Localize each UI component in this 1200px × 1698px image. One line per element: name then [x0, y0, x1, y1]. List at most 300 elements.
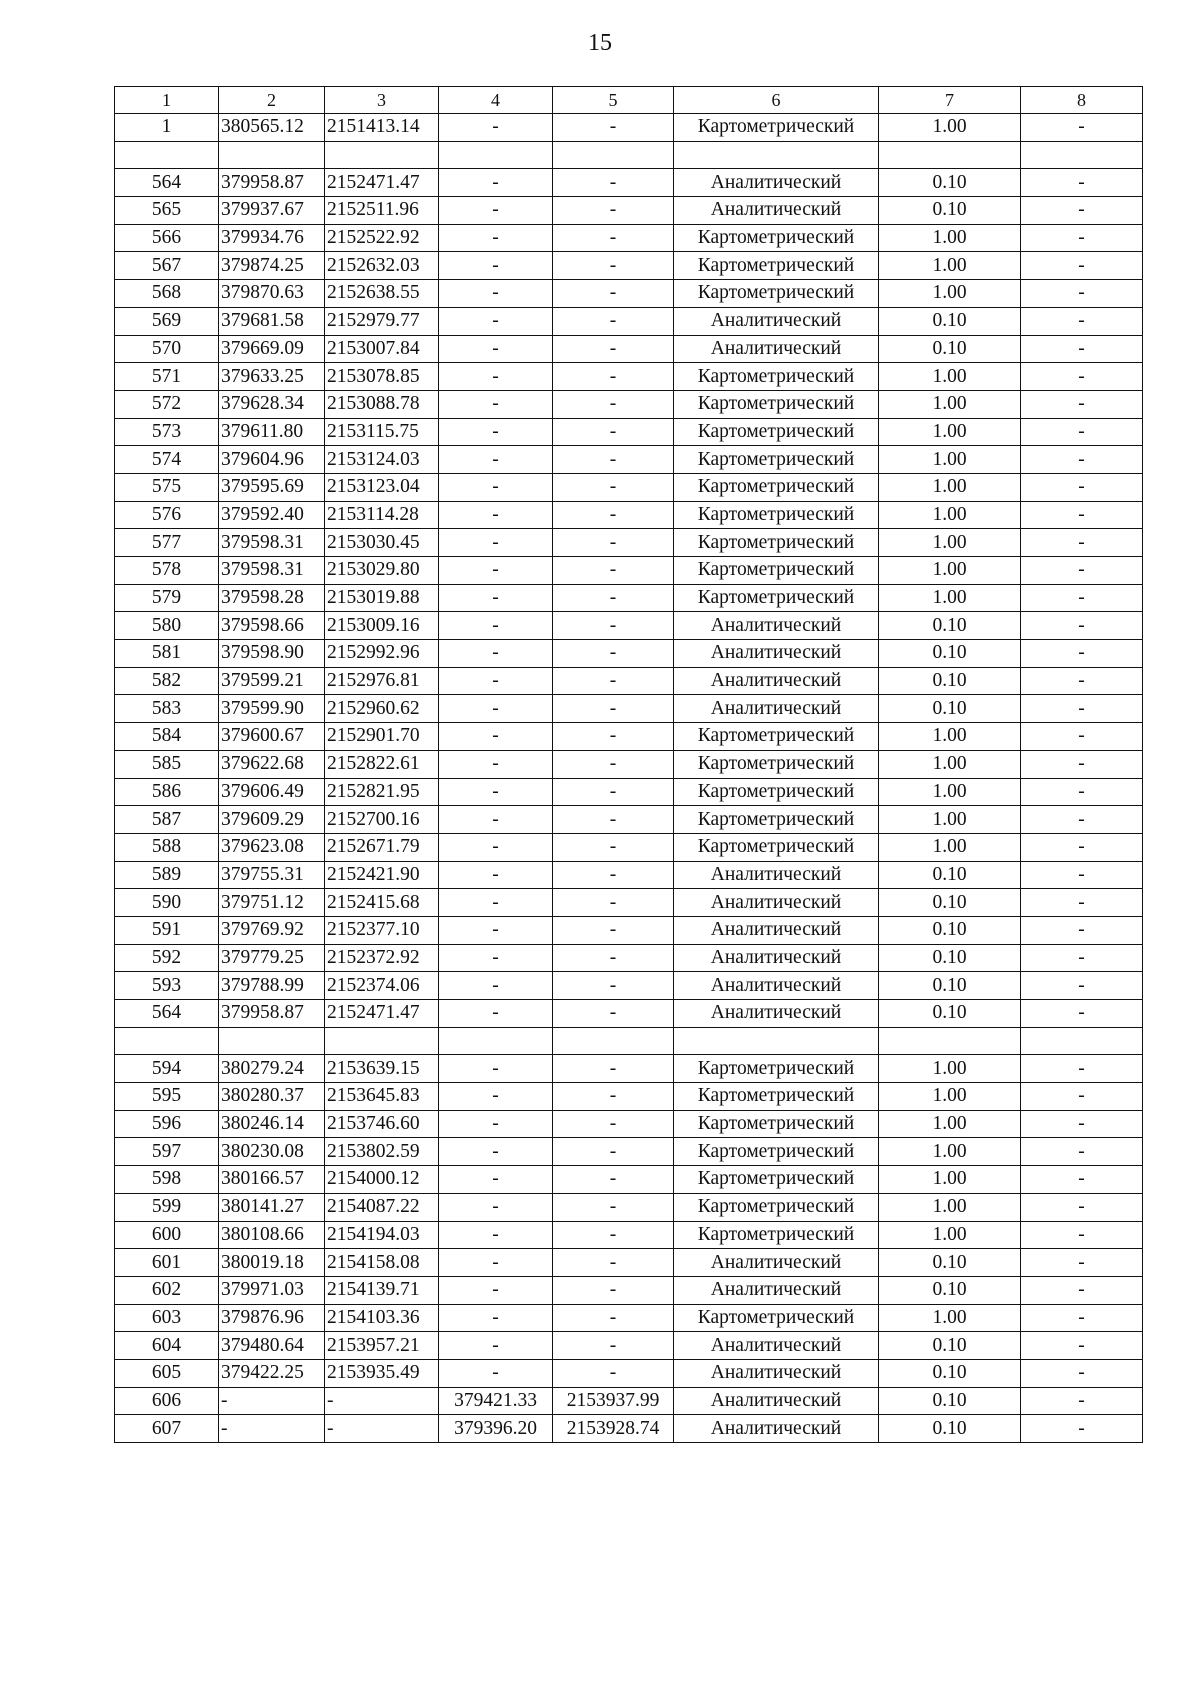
cell-x: 379480.64 [219, 1332, 325, 1360]
cell-accuracy: 1.00 [879, 1083, 1021, 1111]
cell-y-new: - [553, 1332, 674, 1360]
table-row [115, 390, 1143, 418]
cell-x-new [439, 1027, 553, 1055]
cell-note: - [1021, 640, 1143, 668]
table-row [115, 1359, 1143, 1387]
cell-x-new: - [439, 280, 553, 308]
cell-point-number: 579 [115, 584, 219, 612]
cell-x-new: - [439, 1083, 553, 1111]
cell-note: - [1021, 695, 1143, 723]
cell-method: Аналитический [674, 1359, 879, 1387]
cell-note: - [1021, 1387, 1143, 1415]
cell-accuracy: 0.10 [879, 1276, 1021, 1304]
table-row [115, 861, 1143, 889]
cell-x: 380141.27 [219, 1193, 325, 1221]
table-row [115, 1138, 1143, 1166]
cell-x: 379755.31 [219, 861, 325, 889]
cell-note: - [1021, 390, 1143, 418]
table-row [115, 141, 1143, 169]
cell-point-number: 572 [115, 390, 219, 418]
cell-note [1021, 141, 1143, 169]
cell-point-number: 596 [115, 1110, 219, 1138]
cell-x-new: - [439, 806, 553, 834]
cell-x: 379751.12 [219, 889, 325, 917]
cell-accuracy: 0.10 [879, 889, 1021, 917]
cell-y: 2153746.60 [325, 1110, 439, 1138]
cell-point-number: 575 [115, 473, 219, 501]
cell-note: - [1021, 529, 1143, 557]
cell-accuracy: 1.00 [879, 224, 1021, 252]
cell-point-number: 598 [115, 1166, 219, 1194]
cell-point-number: 585 [115, 750, 219, 778]
cell-x-new: - [439, 390, 553, 418]
table-row [115, 473, 1143, 501]
cell-x: 379622.68 [219, 750, 325, 778]
cell-y: - [325, 1387, 439, 1415]
cell-method: Картометрический [674, 473, 879, 501]
cell-x [219, 1027, 325, 1055]
cell-point-number: 569 [115, 307, 219, 335]
cell-y: 2154158.08 [325, 1249, 439, 1277]
cell-x-new: - [439, 778, 553, 806]
cell-point-number: 587 [115, 806, 219, 834]
cell-y-new: - [553, 833, 674, 861]
cell-y-new: - [553, 584, 674, 612]
cell-x-new: - [439, 252, 553, 280]
cell-x-new: 379421.33 [439, 1387, 553, 1415]
table-row [115, 1027, 1143, 1055]
cell-accuracy: 1.00 [879, 363, 1021, 391]
cell-accuracy: 1.00 [879, 114, 1021, 142]
cell-y-new: - [553, 640, 674, 668]
cell-y: 2154000.12 [325, 1166, 439, 1194]
cell-x: - [219, 1387, 325, 1415]
cell-method [674, 141, 879, 169]
column-header: 5 [553, 87, 674, 114]
cell-accuracy: 1.00 [879, 501, 1021, 529]
cell-y: 2153030.45 [325, 529, 439, 557]
cell-x: 379606.49 [219, 778, 325, 806]
cell-y-new: - [553, 280, 674, 308]
table-row [115, 916, 1143, 944]
cell-y: 2152415.68 [325, 889, 439, 917]
cell-point-number: 564 [115, 169, 219, 197]
cell-x-new: - [439, 916, 553, 944]
cell-point-number: 592 [115, 944, 219, 972]
cell-y: 2153935.49 [325, 1359, 439, 1387]
table-row [115, 640, 1143, 668]
cell-point-number: 602 [115, 1276, 219, 1304]
cell-x-new: - [439, 1193, 553, 1221]
cell-accuracy: 1.00 [879, 473, 1021, 501]
cell-note: - [1021, 916, 1143, 944]
cell-method: Аналитический [674, 612, 879, 640]
cell-accuracy: 0.10 [879, 1000, 1021, 1028]
cell-y-new: - [553, 169, 674, 197]
cell-x: 379669.09 [219, 335, 325, 363]
cell-x [219, 141, 325, 169]
cell-method: Аналитический [674, 944, 879, 972]
cell-method [674, 1027, 879, 1055]
cell-note: - [1021, 1055, 1143, 1083]
cell-x-new: - [439, 972, 553, 1000]
cell-x-new: - [439, 224, 553, 252]
cell-y: 2152377.10 [325, 916, 439, 944]
cell-accuracy: 1.00 [879, 280, 1021, 308]
cell-accuracy: 1.00 [879, 806, 1021, 834]
cell-x-new: - [439, 861, 553, 889]
cell-accuracy: 0.10 [879, 944, 1021, 972]
cell-x: 379958.87 [219, 169, 325, 197]
cell-y-new: - [553, 1138, 674, 1166]
table-row [115, 446, 1143, 474]
cell-note: - [1021, 778, 1143, 806]
cell-x: 379779.25 [219, 944, 325, 972]
cell-point-number: 588 [115, 833, 219, 861]
cell-y-new [553, 141, 674, 169]
cell-x-new: - [439, 889, 553, 917]
table-row [115, 695, 1143, 723]
cell-accuracy: 0.10 [879, 667, 1021, 695]
column-header: 4 [439, 87, 553, 114]
cell-method: Аналитический [674, 1387, 879, 1415]
cell-y [325, 1027, 439, 1055]
cell-y: 2152511.96 [325, 197, 439, 225]
cell-y: 2153123.04 [325, 473, 439, 501]
cell-x: 379422.25 [219, 1359, 325, 1387]
column-header: 8 [1021, 87, 1143, 114]
cell-note: - [1021, 1304, 1143, 1332]
cell-note: - [1021, 473, 1143, 501]
cell-y: 2152976.81 [325, 667, 439, 695]
cell-x: 380246.14 [219, 1110, 325, 1138]
cell-x-new: - [439, 723, 553, 751]
cell-x-new: - [439, 1332, 553, 1360]
cell-note: - [1021, 1221, 1143, 1249]
cell-y-new: - [553, 1221, 674, 1249]
cell-x-new: - [439, 1055, 553, 1083]
cell-x: 379937.67 [219, 197, 325, 225]
cell-y-new: - [553, 1166, 674, 1194]
cell-y: 2154087.22 [325, 1193, 439, 1221]
table-row [115, 557, 1143, 585]
cell-x: 380279.24 [219, 1055, 325, 1083]
cell-note: - [1021, 1083, 1143, 1111]
cell-x-new: - [439, 833, 553, 861]
table-row [115, 612, 1143, 640]
cell-note: - [1021, 363, 1143, 391]
cell-point-number: 584 [115, 723, 219, 751]
cell-y-new: - [553, 1249, 674, 1277]
cell-method: Картометрический [674, 114, 879, 142]
cell-point-number: 606 [115, 1387, 219, 1415]
cell-y: 2154103.36 [325, 1304, 439, 1332]
cell-y-new: - [553, 778, 674, 806]
cell-y: 2153124.03 [325, 446, 439, 474]
cell-note: - [1021, 224, 1143, 252]
cell-accuracy: 1.00 [879, 390, 1021, 418]
cell-point-number: 604 [115, 1332, 219, 1360]
cell-point-number: 567 [115, 252, 219, 280]
table-row [115, 363, 1143, 391]
cell-method: Аналитический [674, 307, 879, 335]
cell-x: 379769.92 [219, 916, 325, 944]
table-row [115, 501, 1143, 529]
cell-x-new: - [439, 750, 553, 778]
cell-y-new: 2153937.99 [553, 1387, 674, 1415]
cell-note: - [1021, 1249, 1143, 1277]
table-row [115, 1055, 1143, 1083]
column-header: 6 [674, 87, 879, 114]
table-row [115, 723, 1143, 751]
cell-accuracy: 1.00 [879, 418, 1021, 446]
cell-note: - [1021, 833, 1143, 861]
cell-accuracy: 1.00 [879, 1055, 1021, 1083]
cell-y-new: - [553, 418, 674, 446]
cell-y: 2153078.85 [325, 363, 439, 391]
cell-accuracy: 1.00 [879, 778, 1021, 806]
cell-x-new: - [439, 114, 553, 142]
cell-y: 2153009.16 [325, 612, 439, 640]
table-row [115, 197, 1143, 225]
cell-y-new: - [553, 529, 674, 557]
cell-point-number: 581 [115, 640, 219, 668]
cell-x: 380280.37 [219, 1083, 325, 1111]
cell-y-new: - [553, 1304, 674, 1332]
cell-point-number: 566 [115, 224, 219, 252]
cell-method: Аналитический [674, 861, 879, 889]
cell-x-new: - [439, 1249, 553, 1277]
cell-x: 379598.90 [219, 640, 325, 668]
cell-note [1021, 1027, 1143, 1055]
table-row [115, 1304, 1143, 1332]
cell-y-new: - [553, 667, 674, 695]
cell-y-new: - [553, 695, 674, 723]
cell-y-new: - [553, 224, 674, 252]
table-row [115, 169, 1143, 197]
cell-y [325, 141, 439, 169]
cell-x: 379598.28 [219, 584, 325, 612]
table-row [115, 833, 1143, 861]
cell-x: 379604.96 [219, 446, 325, 474]
cell-y: 2153639.15 [325, 1055, 439, 1083]
cell-method: Картометрический [674, 363, 879, 391]
cell-accuracy: 1.00 [879, 1193, 1021, 1221]
cell-accuracy: 1.00 [879, 723, 1021, 751]
cell-x-new: - [439, 446, 553, 474]
cell-method: Аналитический [674, 695, 879, 723]
cell-note: - [1021, 335, 1143, 363]
cell-method: Аналитический [674, 1249, 879, 1277]
cell-point-number: 590 [115, 889, 219, 917]
cell-point-number: 607 [115, 1415, 219, 1443]
cell-note: - [1021, 1415, 1143, 1443]
cell-y: 2152821.95 [325, 778, 439, 806]
cell-y: 2153029.80 [325, 557, 439, 585]
cell-x: 380565.12 [219, 114, 325, 142]
cell-note: - [1021, 114, 1143, 142]
table-header-row [115, 87, 1143, 114]
cell-method: Картометрический [674, 723, 879, 751]
cell-method: Картометрический [674, 584, 879, 612]
cell-method: Картометрический [674, 1221, 879, 1249]
cell-accuracy: 1.00 [879, 446, 1021, 474]
cell-x: 379870.63 [219, 280, 325, 308]
cell-point-number: 578 [115, 557, 219, 585]
cell-method: Картометрический [674, 833, 879, 861]
table-body [115, 87, 1143, 1443]
cell-x: 380019.18 [219, 1249, 325, 1277]
cell-x: 379595.69 [219, 473, 325, 501]
column-header: 7 [879, 87, 1021, 114]
cell-point-number: 601 [115, 1249, 219, 1277]
cell-y: 2151413.14 [325, 114, 439, 142]
cell-accuracy: 0.10 [879, 335, 1021, 363]
cell-x-new [439, 141, 553, 169]
cell-x: 379681.58 [219, 307, 325, 335]
cell-method: Картометрический [674, 224, 879, 252]
cell-y-new: - [553, 1083, 674, 1111]
cell-note: - [1021, 1193, 1143, 1221]
cell-x-new: - [439, 197, 553, 225]
cell-y: 2153802.59 [325, 1138, 439, 1166]
cell-x: 379958.87 [219, 1000, 325, 1028]
cell-y-new: - [553, 972, 674, 1000]
cell-method: Аналитический [674, 1276, 879, 1304]
cell-x-new: - [439, 944, 553, 972]
table-row [115, 224, 1143, 252]
cell-accuracy: 1.00 [879, 252, 1021, 280]
cell-method: Аналитический [674, 916, 879, 944]
cell-accuracy: 0.10 [879, 916, 1021, 944]
column-header: 2 [219, 87, 325, 114]
cell-accuracy: 1.00 [879, 1110, 1021, 1138]
cell-x-new: - [439, 169, 553, 197]
cell-note: - [1021, 1110, 1143, 1138]
cell-note: - [1021, 944, 1143, 972]
cell-point-number: 605 [115, 1359, 219, 1387]
cell-accuracy: 1.00 [879, 529, 1021, 557]
cell-y: 2152372.92 [325, 944, 439, 972]
table-row [115, 335, 1143, 363]
table-row [115, 778, 1143, 806]
cell-x: 379623.08 [219, 833, 325, 861]
cell-x: 379598.66 [219, 612, 325, 640]
cell-x: 379592.40 [219, 501, 325, 529]
cell-method: Картометрический [674, 252, 879, 280]
cell-note: - [1021, 252, 1143, 280]
cell-point-number: 589 [115, 861, 219, 889]
table-row [115, 1415, 1143, 1443]
cell-y-new: - [553, 1276, 674, 1304]
cell-x: 379599.90 [219, 695, 325, 723]
cell-point-number: 599 [115, 1193, 219, 1221]
cell-note: - [1021, 723, 1143, 751]
cell-x-new: - [439, 335, 553, 363]
cell-accuracy: 1.00 [879, 584, 1021, 612]
cell-accuracy: 0.10 [879, 1359, 1021, 1387]
cell-y-new: - [553, 446, 674, 474]
table-row [115, 1166, 1143, 1194]
cell-y: 2153007.84 [325, 335, 439, 363]
cell-method: Картометрический [674, 501, 879, 529]
table-row [115, 1276, 1143, 1304]
cell-y-new: - [553, 114, 674, 142]
cell-x-new: - [439, 640, 553, 668]
cell-y-new: - [553, 1193, 674, 1221]
cell-x: 379598.31 [219, 529, 325, 557]
cell-note: - [1021, 280, 1143, 308]
cell-point-number: 597 [115, 1138, 219, 1166]
cell-point-number: 571 [115, 363, 219, 391]
cell-point-number: 573 [115, 418, 219, 446]
cell-point-number: 583 [115, 695, 219, 723]
cell-accuracy: 1.00 [879, 557, 1021, 585]
cell-y: 2152979.77 [325, 307, 439, 335]
cell-method: Картометрический [674, 1110, 879, 1138]
cell-note: - [1021, 169, 1143, 197]
cell-point-number: 582 [115, 667, 219, 695]
cell-method: Картометрический [674, 1083, 879, 1111]
cell-y-new: - [553, 806, 674, 834]
cell-note: - [1021, 972, 1143, 1000]
cell-y-new: - [553, 1110, 674, 1138]
cell-x: 379609.29 [219, 806, 325, 834]
cell-point-number: 594 [115, 1055, 219, 1083]
cell-accuracy: 0.10 [879, 640, 1021, 668]
cell-point-number: 591 [115, 916, 219, 944]
cell-accuracy: 0.10 [879, 307, 1021, 335]
cell-y: 2152471.47 [325, 169, 439, 197]
cell-method: Аналитический [674, 1000, 879, 1028]
cell-y: 2152421.90 [325, 861, 439, 889]
cell-note: - [1021, 750, 1143, 778]
column-header: 3 [325, 87, 439, 114]
table-row [115, 529, 1143, 557]
table-row [115, 280, 1143, 308]
cell-note: - [1021, 667, 1143, 695]
cell-x-new: - [439, 307, 553, 335]
cell-y: 2152700.16 [325, 806, 439, 834]
cell-y: 2152901.70 [325, 723, 439, 751]
cell-y-new: - [553, 363, 674, 391]
cell-y-new: - [553, 1055, 674, 1083]
table-row [115, 1332, 1143, 1360]
cell-y: 2153019.88 [325, 584, 439, 612]
cell-method: Картометрический [674, 446, 879, 474]
cell-note: - [1021, 1138, 1143, 1166]
cell-y-new: 2153928.74 [553, 1415, 674, 1443]
cell-note: - [1021, 1332, 1143, 1360]
cell-y: 2154139.71 [325, 1276, 439, 1304]
cell-note: - [1021, 1276, 1143, 1304]
cell-y: - [325, 1415, 439, 1443]
cell-y: 2152822.61 [325, 750, 439, 778]
cell-method: Картометрический [674, 418, 879, 446]
table-row [115, 252, 1143, 280]
table-row [115, 1110, 1143, 1138]
cell-accuracy: 0.10 [879, 861, 1021, 889]
cell-y-new: - [553, 889, 674, 917]
cell-x: 380166.57 [219, 1166, 325, 1194]
table-row [115, 944, 1143, 972]
cell-point-number: 564 [115, 1000, 219, 1028]
cell-y: 2152522.92 [325, 224, 439, 252]
cell-accuracy: 1.00 [879, 1138, 1021, 1166]
cell-accuracy: 0.10 [879, 197, 1021, 225]
cell-x-new: - [439, 1110, 553, 1138]
cell-y-new: - [553, 723, 674, 751]
